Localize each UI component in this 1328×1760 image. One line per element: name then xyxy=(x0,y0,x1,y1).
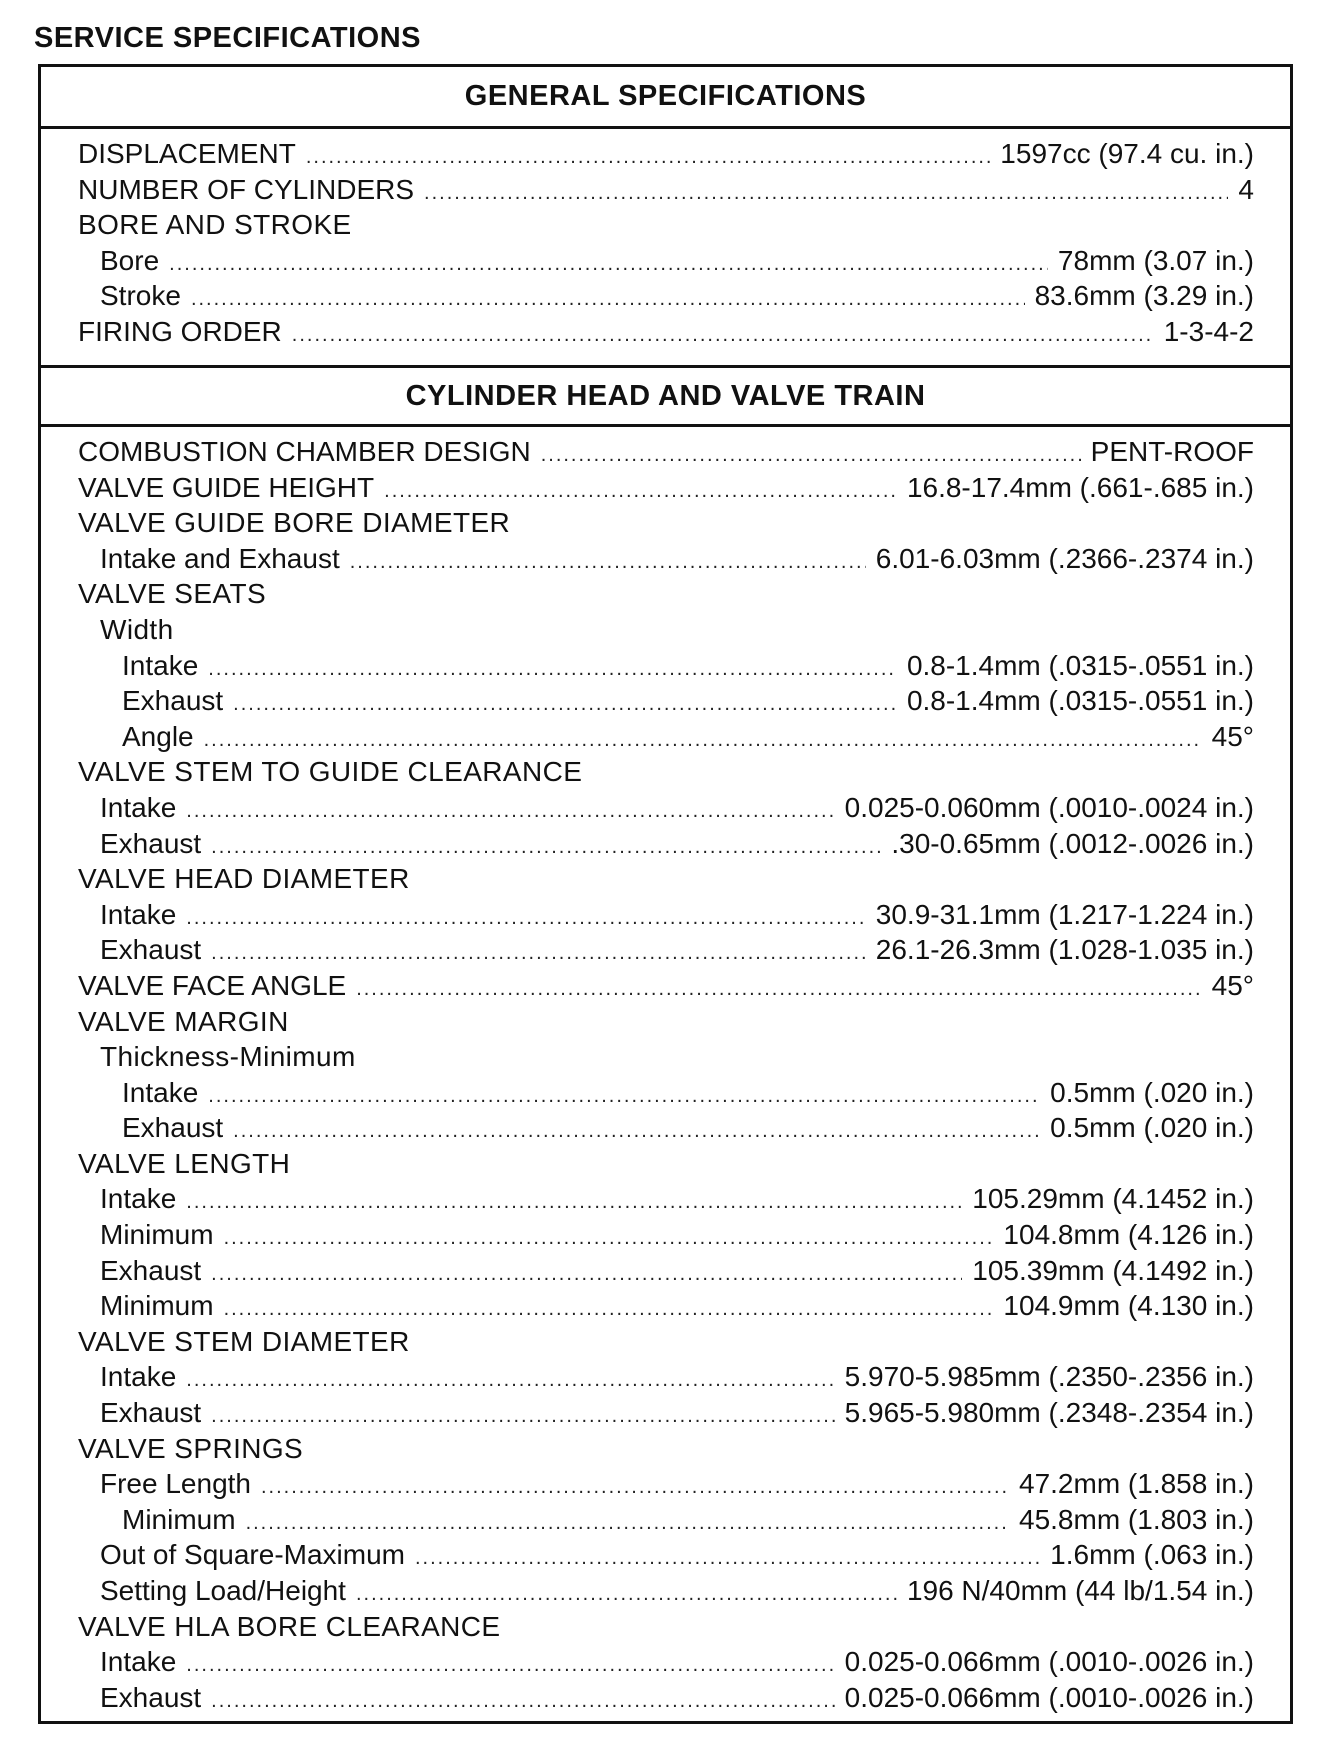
spec-value: 0.025-0.060mm (.0010-.0024 in.) xyxy=(844,791,1254,823)
spec-label: Exhaust xyxy=(100,1254,202,1286)
spec-label: VALVE HLA BORE CLEARANCE xyxy=(78,1610,501,1642)
spec-value: 83.6mm (3.29 in.) xyxy=(1034,280,1254,312)
dot-leader xyxy=(169,247,1048,283)
spec-value: 0.8-1.4mm (.0315-.0551 in.) xyxy=(906,649,1254,681)
spec-table xyxy=(38,64,1293,1724)
spec-label: Intake xyxy=(100,791,177,823)
spec-label: Exhaust xyxy=(100,827,202,859)
dot-leader xyxy=(233,1114,1040,1150)
dot-leader xyxy=(233,687,897,723)
spec-value: 104.9mm (4.130 in.) xyxy=(1003,1290,1254,1322)
spec-row xyxy=(78,897,1254,933)
cylinder-head-list xyxy=(41,427,1290,1715)
spec-row xyxy=(78,1573,1254,1609)
dot-leader xyxy=(541,438,1081,474)
spec-row xyxy=(78,1644,1254,1680)
spec-group-heading xyxy=(78,1324,1254,1360)
dot-leader xyxy=(211,1684,834,1720)
dot-leader xyxy=(292,318,1154,354)
spec-row xyxy=(78,1110,1254,1146)
spec-label: BORE AND STROKE xyxy=(78,209,352,241)
spec-label: Minimum xyxy=(100,1290,214,1322)
dot-leader xyxy=(204,723,1202,759)
spec-label: Exhaust xyxy=(122,685,224,717)
spec-group-heading xyxy=(78,754,1254,790)
spec-value: 45° xyxy=(1211,720,1254,752)
spec-group-heading xyxy=(78,1039,1254,1075)
spec-value: PENT-ROOF xyxy=(1090,436,1254,467)
spec-value: 45.8mm (1.803 in.) xyxy=(1019,1503,1254,1535)
spec-row xyxy=(78,968,1254,1004)
spec-label: VALVE STEM TO GUIDE CLEARANCE xyxy=(78,756,583,788)
spec-label: Minimum xyxy=(122,1503,236,1535)
spec-row xyxy=(78,1253,1254,1289)
spec-row xyxy=(78,1217,1254,1253)
dot-leader xyxy=(350,545,866,581)
spec-row xyxy=(78,1288,1254,1324)
dot-leader xyxy=(186,1363,834,1399)
spec-row xyxy=(78,1075,1254,1111)
spec-label: COMBUSTION CHAMBER DESIGN xyxy=(78,436,531,467)
spec-row xyxy=(78,932,1254,968)
spec-value: 0.8-1.4mm (.0315-.0551 in.) xyxy=(906,685,1254,717)
spec-value: 105.39mm (4.1492 in.) xyxy=(972,1254,1254,1286)
general-specifications-header: GENERAL SPECIFICATIONS xyxy=(41,67,1290,129)
spec-row xyxy=(78,470,1254,506)
spec-label: Stroke xyxy=(100,280,181,312)
dot-leader xyxy=(211,1399,834,1435)
spec-value: 0.5mm (.020 in.) xyxy=(1050,1076,1254,1108)
spec-value: 4 xyxy=(1238,173,1254,205)
dot-leader xyxy=(211,936,866,972)
spec-group-heading xyxy=(78,1431,1254,1467)
general-specifications-list xyxy=(41,129,1290,365)
spec-row xyxy=(78,1680,1254,1716)
dot-leader xyxy=(356,972,1201,1008)
dot-leader xyxy=(211,1257,962,1293)
spec-group-heading xyxy=(78,207,1254,243)
spec-row xyxy=(78,278,1254,314)
spec-label: Angle xyxy=(122,720,194,752)
dot-leader xyxy=(191,282,1025,318)
spec-value: 0.5mm (.020 in.) xyxy=(1050,1112,1254,1144)
spec-row xyxy=(78,719,1254,755)
dot-leader xyxy=(211,830,881,866)
spec-label: Setting Load/Height xyxy=(100,1575,346,1606)
spec-row xyxy=(78,136,1254,172)
dot-leader xyxy=(224,1221,994,1257)
spec-value: 0.025-0.066mm (.0010-.0026 in.) xyxy=(844,1681,1254,1713)
spec-row xyxy=(78,172,1254,208)
dot-leader xyxy=(186,901,866,937)
spec-label: Width xyxy=(100,613,174,645)
spec-label: Minimum xyxy=(100,1219,214,1251)
spec-group-heading xyxy=(78,612,1254,648)
spec-label: Intake xyxy=(122,649,199,681)
spec-group-heading xyxy=(78,1609,1254,1645)
spec-value: 45° xyxy=(1211,969,1254,1001)
dot-leader xyxy=(224,1292,994,1328)
spec-label: Exhaust xyxy=(100,1397,202,1429)
cylinder-head-header: CYLINDER HEAD AND VALVE TRAIN xyxy=(41,365,1290,427)
spec-label: VALVE GUIDE BORE DIAMETER xyxy=(78,507,511,539)
spec-value: 5.970-5.985mm (.2350-.2356 in.) xyxy=(844,1361,1254,1393)
spec-row xyxy=(78,1359,1254,1395)
dot-leader xyxy=(246,1506,1009,1542)
spec-label: VALVE LENGTH xyxy=(78,1147,291,1179)
spec-value: 1597cc (97.4 cu. in.) xyxy=(1000,138,1254,169)
spec-row xyxy=(78,243,1254,279)
spec-label: VALVE SPRINGS xyxy=(78,1432,304,1464)
spec-group-heading xyxy=(78,861,1254,897)
spec-label: VALVE SEATS xyxy=(78,578,267,610)
spec-group-heading xyxy=(78,1146,1254,1182)
spec-value: 104.8mm (4.126 in.) xyxy=(1003,1219,1254,1251)
spec-group-heading xyxy=(78,1004,1254,1040)
spec-row xyxy=(78,541,1254,577)
spec-value: 78mm (3.07 in.) xyxy=(1057,244,1254,276)
spec-value: 26.1-26.3mm (1.028-1.035 in.) xyxy=(875,934,1254,966)
dot-leader xyxy=(424,176,1228,212)
spec-group-heading xyxy=(78,576,1254,612)
dot-leader xyxy=(356,1577,897,1613)
spec-label: NUMBER OF CYLINDERS xyxy=(78,173,415,205)
spec-value: 16.8-17.4mm (.661-.685 in.) xyxy=(906,471,1254,503)
spec-value: 105.29mm (4.1452 in.) xyxy=(972,1183,1254,1215)
spec-row xyxy=(78,683,1254,719)
spec-row xyxy=(78,1395,1254,1431)
spec-label: Bore xyxy=(100,244,160,276)
spec-label: Thickness-Minimum xyxy=(100,1041,356,1073)
spec-label: FIRING ORDER xyxy=(78,315,282,347)
spec-label: Intake xyxy=(100,1361,177,1393)
spec-label: VALVE MARGIN xyxy=(78,1005,289,1037)
spec-label: VALVE HEAD DIAMETER xyxy=(78,863,410,895)
dot-leader xyxy=(306,140,990,176)
dot-leader xyxy=(415,1541,1040,1577)
spec-label: Free Length xyxy=(100,1468,251,1500)
spec-value: 1-3-4-2 xyxy=(1163,315,1254,347)
spec-value: 0.025-0.066mm (.0010-.0026 in.) xyxy=(844,1646,1254,1678)
spec-group-heading xyxy=(78,505,1254,541)
dot-leader xyxy=(261,1470,1009,1506)
spec-value: 47.2mm (1.858 in.) xyxy=(1019,1468,1254,1500)
dot-leader xyxy=(186,794,834,830)
spec-label: Out of Square-Maximum xyxy=(100,1539,405,1571)
dot-leader xyxy=(208,652,897,688)
spec-label: Intake xyxy=(100,1646,177,1678)
spec-row xyxy=(78,826,1254,862)
spec-label: Exhaust xyxy=(122,1112,224,1144)
spec-row xyxy=(78,1466,1254,1502)
spec-row xyxy=(78,790,1254,826)
spec-label: VALVE GUIDE HEIGHT xyxy=(78,471,375,503)
spec-label: Intake and Exhaust xyxy=(100,542,340,574)
spec-label: Intake xyxy=(100,898,177,930)
spec-label: Intake xyxy=(100,1183,177,1215)
page-title: SERVICE SPECIFICATIONS xyxy=(34,22,421,54)
spec-label: VALVE FACE ANGLE xyxy=(78,969,347,1001)
spec-row xyxy=(78,1537,1254,1573)
spec-label: DISPLACEMENT xyxy=(78,138,296,169)
spec-label: Exhaust xyxy=(100,1681,202,1713)
spec-value: 6.01-6.03mm (.2366-.2374 in.) xyxy=(875,542,1254,574)
spec-label: Exhaust xyxy=(100,934,202,966)
spec-row xyxy=(78,434,1254,470)
spec-value: 1.6mm (.063 in.) xyxy=(1050,1539,1254,1571)
spec-row xyxy=(78,314,1254,350)
dot-leader xyxy=(186,1185,962,1221)
spec-value: 196 N/40mm (44 lb/1.54 in.) xyxy=(906,1575,1254,1606)
spec-row xyxy=(78,648,1254,684)
spec-row xyxy=(78,1181,1254,1217)
dot-leader xyxy=(208,1079,1040,1115)
spec-value: .30-0.65mm (.0012-.0026 in.) xyxy=(891,827,1254,859)
dot-leader xyxy=(384,474,897,510)
spec-value: 30.9-31.1mm (1.217-1.224 in.) xyxy=(875,898,1254,930)
spec-value: 5.965-5.980mm (.2348-.2354 in.) xyxy=(844,1397,1254,1429)
spec-label: Intake xyxy=(122,1076,199,1108)
spec-row xyxy=(78,1502,1254,1538)
dot-leader xyxy=(186,1648,834,1684)
spec-label: VALVE STEM DIAMETER xyxy=(78,1325,410,1357)
